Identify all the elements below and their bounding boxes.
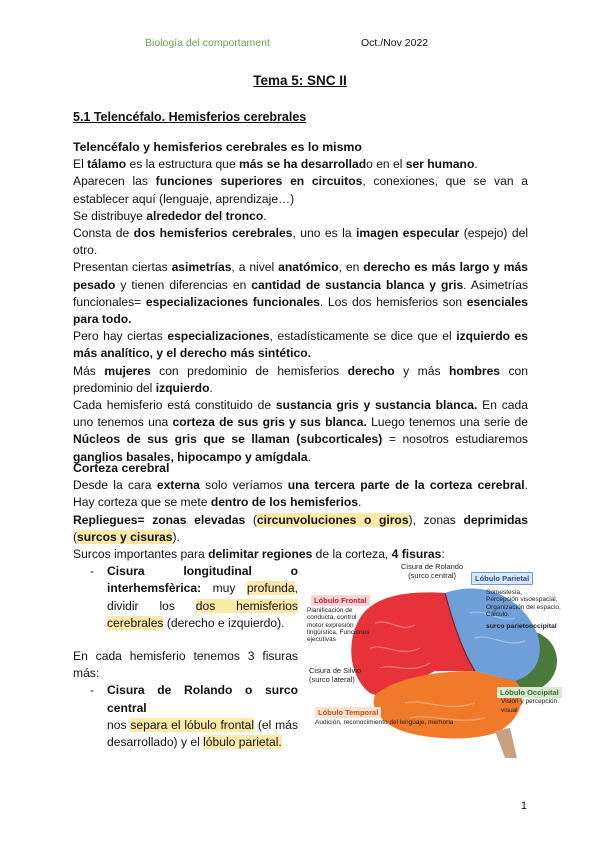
subheading-corteza: Corteza cerebral [73,461,170,475]
label-frontal: Lóbulo Frontal [311,595,370,606]
paragraph: Más mujeres con predominio de hemisferios derecho y más hombres con predominio del izquierdo. [73,363,528,395]
paragraph: Desde la cara externa solo veríamos una tercera parte de la corteza cerebral. Hay corteza que se mete dentro de los hemisferios. [73,478,529,510]
label-rolando: Cisura de Rolando (surco central) [401,562,464,580]
list-item-longitudinal: - Cisura longitudinal o interhemsfèrica: muy profunda, dividir los dos hemisferios cerebrales (derecho e izquierdo). [90,564,298,630]
paragraph: Repliegues= zonas elevadas (circunvoluciones o giros), zonas deprimidas (surcos y cisuras). [73,512,528,544]
header-date: Oct./Nov 2022 [361,37,429,49]
label-parietal: Lóbulo Parietal [471,572,533,585]
occipital-description: Visión y percepción visual [501,698,558,714]
subheading-telencefalo: Telencéfalo y hemisferios cerebrales es lo mismo [73,140,362,154]
paragraph: Cada hemisferio está constituido de sustancia gris y sustancia blanca. En cada uno tenemos una corteza de sus gris y sus blanca. Luego tenemos una serie de Núcleos de sus gris que se llaman (subcorticales) = nosotros estudiaremos ganglios basales, hipocampo y amígdala. [73,398,528,464]
paragraph: En cada hemisferio tenemos 3 fisuras más: [73,649,298,681]
frontal-description: Planificación de conducta, control motor expresión lingüística, Funciones ejecutivas [307,607,370,644]
header-subject: Biología del comportament [145,37,270,49]
paragraph: El tálamo es la estructura que más se ha desarrollado en el ser humano. [73,157,478,172]
paragraph: Aparecen las funciones superiores en circuitos, conexiones, que se van a establecer aquí (lenguaje, aprendizaje…) [73,174,528,206]
block-telencefalo [73,139,528,466]
list-item-rolando: - Cisura de Rolando o surco central nos separa el lóbulo frontal (el más desarrollado) y el lóbulo parietal. [90,683,299,750]
paragraph: Presentan ciertas asimetrías, a nivel anatómico, en derecho es más largo y más pesado y tienen diferencias en cantidad de sustancia blanca y gris. Asimetrías funcionales= especializaciones funcionales. Los dos hemisferios son esenciales para todo. [73,260,528,327]
parietal-description: Somestesia, Percepción visoespacial, Organización del espacio, Cálculo. [486,589,561,618]
paragraph: Consta de dos hemisferios cerebrales, uno es la imagen especular (espejo) del otro. [73,226,529,258]
brain-figure [305,563,567,765]
label-temporal: Lóbulo Temporal [315,707,381,718]
section-heading: 5.1 Telencéfalo. Hemisferios cerebrales [73,110,307,124]
paragraph: Surcos importantes para delimitar regiones de la corteza, 4 fisuras: [73,547,445,562]
label-occipital: Lóbulo Occipital [497,687,562,698]
temporal-description: Audición, reconocimiento del lenguaje, memoria [315,719,454,726]
page-title: Tema 5: SNC II [253,73,347,88]
label-sulcus: surco parietooccipital [486,623,557,630]
page-number: 1 [520,800,527,812]
paragraph: Se distribuye alrededor del tronco. [73,208,267,223]
label-silvio: Cisura de Silvio (surco lateral) [309,666,362,684]
paragraph: Pero hay ciertas especializaciones, estadísticamente se dice que el izquierdo es más analítico, y el derecho más sintético. [73,329,529,361]
